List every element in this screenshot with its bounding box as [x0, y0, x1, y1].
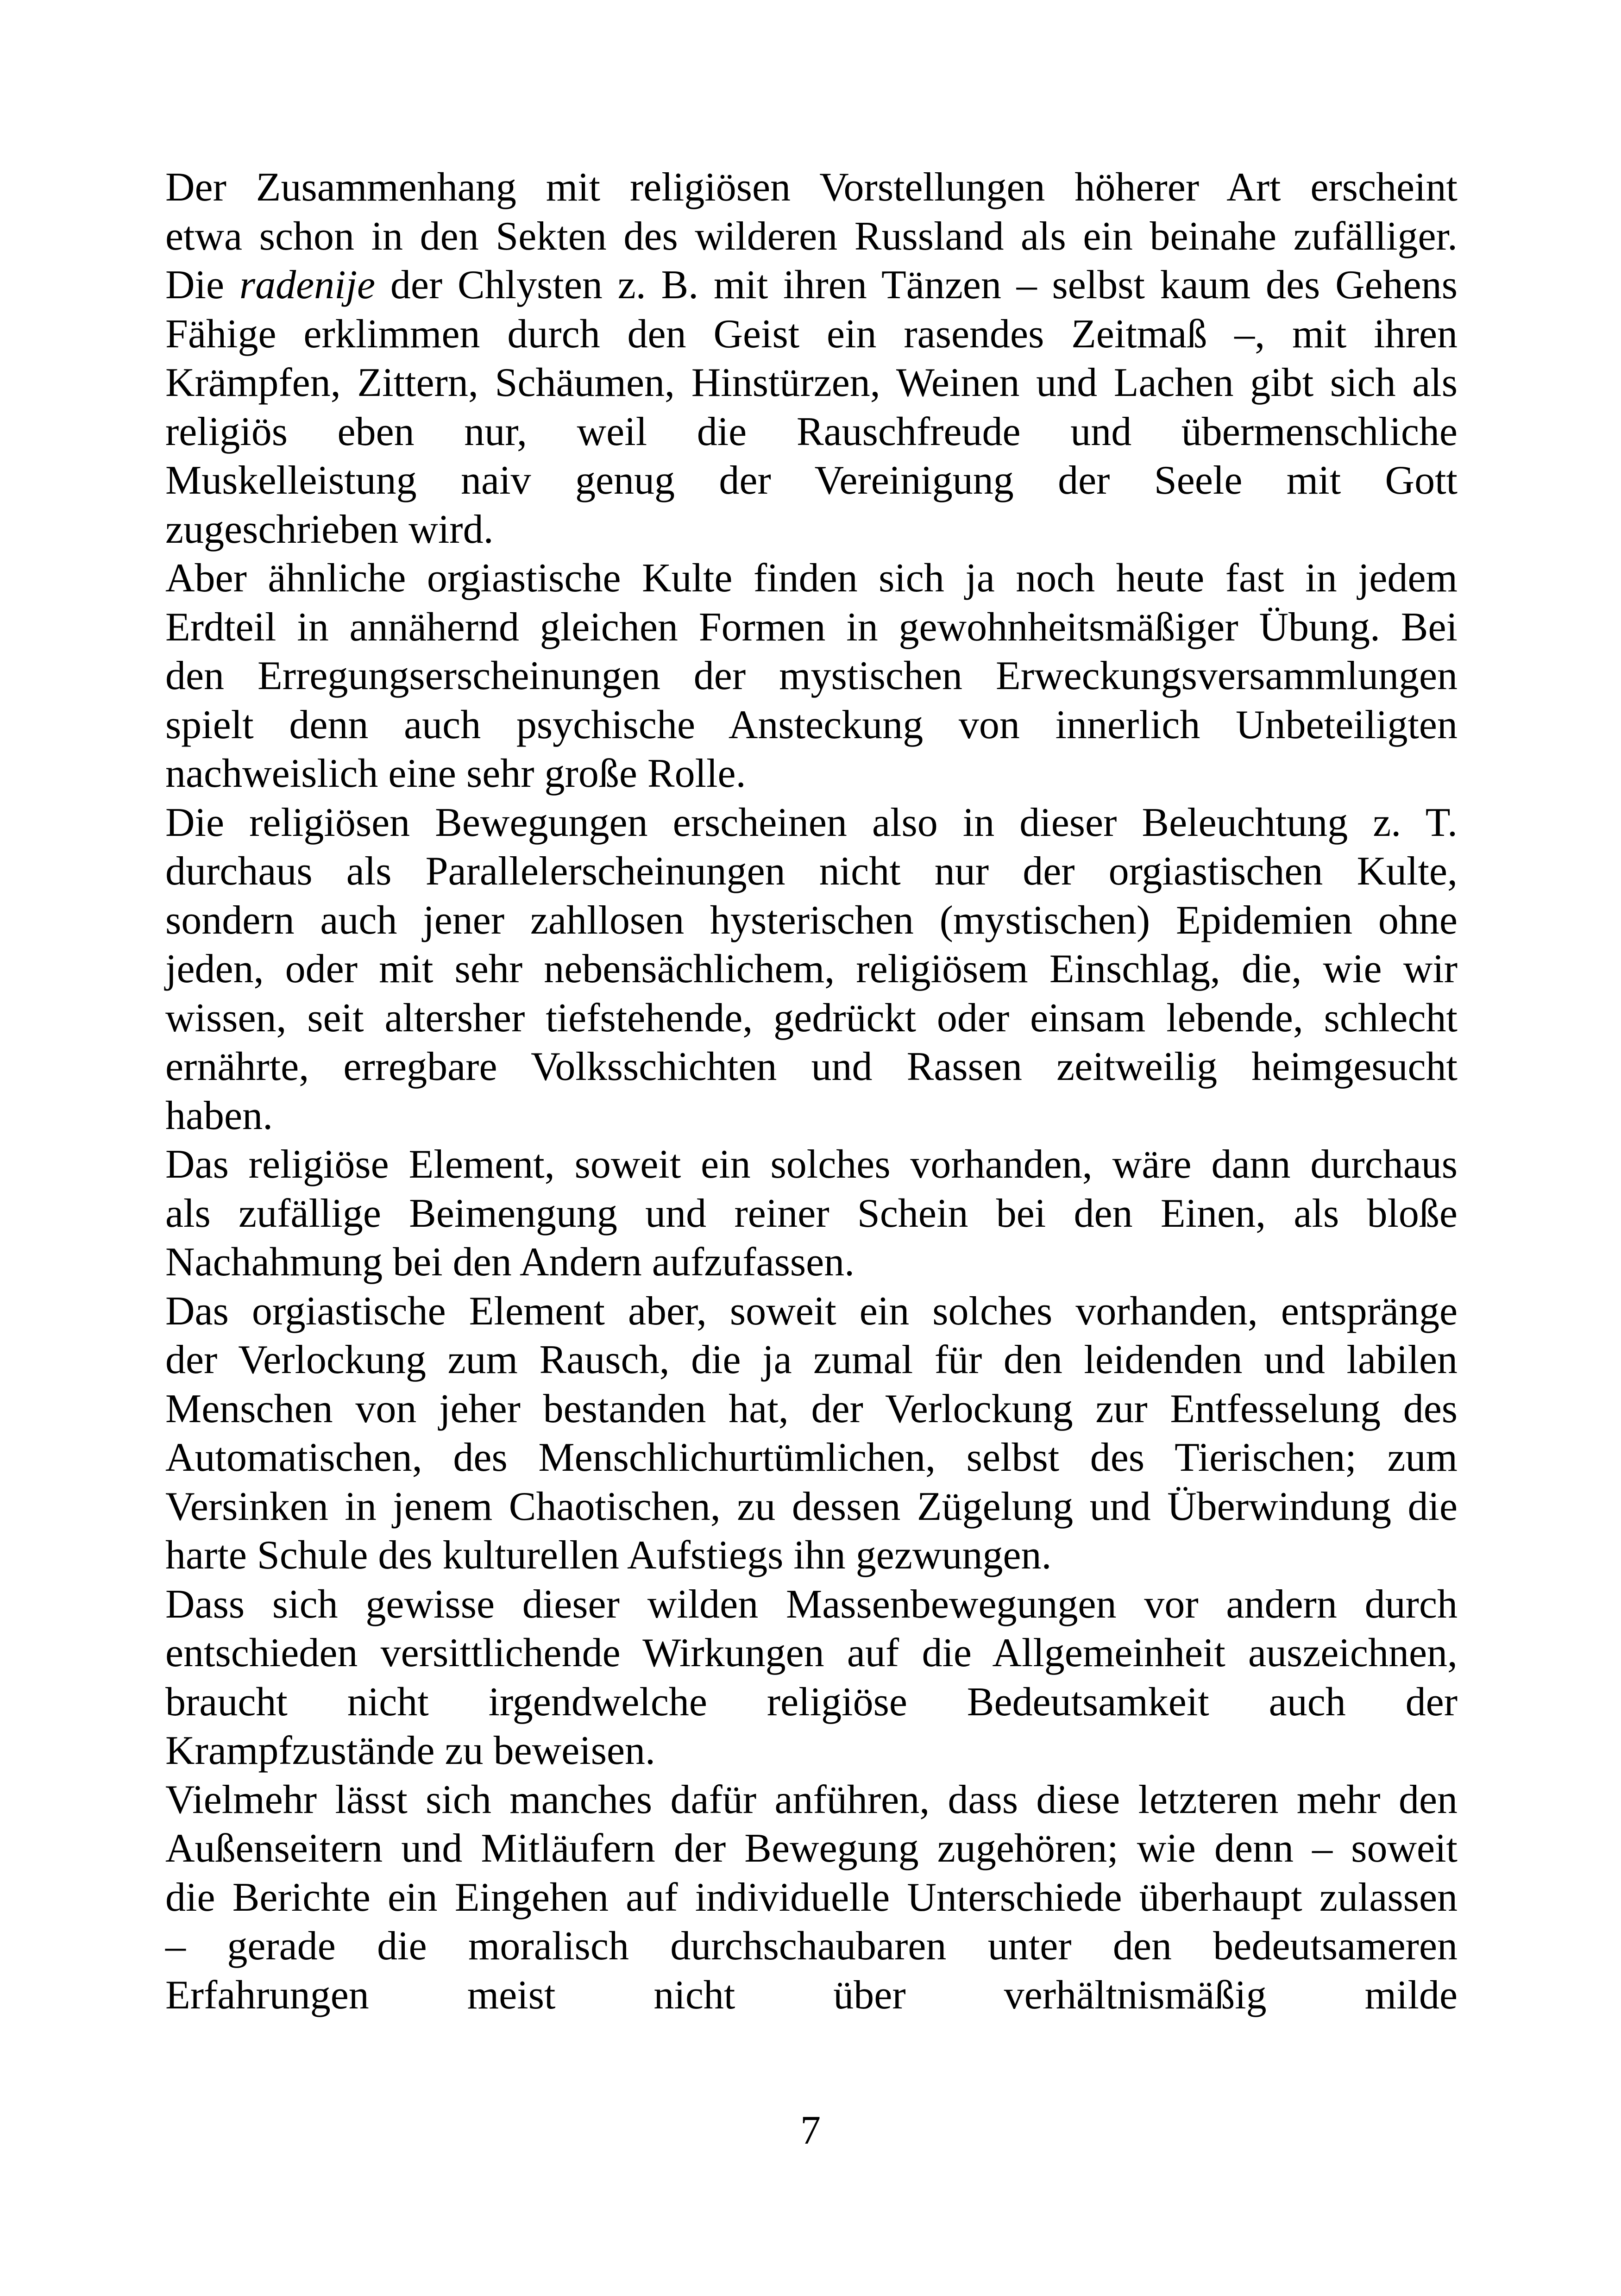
text-line: den Erregungserscheinungen der mystischen Erweckungsversammlungen: [165, 653, 1458, 698]
text-line: Versinken in jenem Chaotischen, zu dessen Zügelung und Überwindung die: [165, 1484, 1458, 1529]
text-line: spielt denn auch psychische Ansteckung von innerlich Unbeteiligten: [165, 702, 1458, 747]
paragraph: [165, 1140, 1458, 1287]
text-line: durchaus als Parallelerscheinungen nicht nur der orgiastischen Kulte,: [165, 849, 1458, 894]
text-line: entschieden versittlichende Wirkungen auf die Allgemeinheit auszeichnen,: [165, 1631, 1458, 1675]
text-line: Krämpfen, Zittern, Schäumen, Hinstürzen, Weinen und Lachen gibt sich als: [165, 360, 1458, 405]
paragraph: [165, 798, 1458, 1141]
text-line: der Verlockung zum Rausch, die ja zumal für den leidenden und labilen: [165, 1337, 1458, 1382]
page-number: 7: [800, 2108, 821, 2153]
text-line: religiös eben nur, weil die Rauschfreude und übermenschliche: [165, 409, 1458, 454]
paragraph: [165, 1580, 1458, 1775]
text-line: – gerade die moralisch durchschaubaren unter den bedeutsameren: [165, 1924, 1458, 1969]
paragraph: [165, 554, 1458, 798]
text-line: Menschen von jeher bestanden hat, der Verlockung zur Entfesselung des: [165, 1386, 1458, 1431]
text-line: Vielmehr lässt sich manches dafür anführen, dass diese letzteren mehr den: [165, 1777, 1458, 1822]
text-line: haben.: [165, 1093, 273, 1138]
text-line: Automatischen, des Menschlichurtümlichen, selbst des Tierischen; zum: [165, 1435, 1458, 1480]
text-line: Erfahrungen meist nicht über verhältnismäßig milde: [165, 1972, 1458, 2018]
text-line: [165, 261, 1458, 310]
text-line: Muskelleistung naiv genug der Vereinigung der Seele mit Gott: [165, 458, 1458, 503]
document-body: [165, 163, 1458, 2020]
text-line: jeden, oder mit sehr nebensächlichem, religiösem Einschlag, die, wie wir: [165, 947, 1458, 991]
text-line: zugeschrieben wird.: [165, 507, 494, 552]
text-line: Das orgiastische Element aber, soweit ein solches vorhanden, entspränge: [165, 1288, 1458, 1334]
text-line: Die religiösen Bewegungen erscheinen also in dieser Beleuchtung z. T.: [165, 800, 1458, 845]
text-line: Außenseitern und Mitläufern der Bewegung zugehören; wie denn – soweit: [165, 1826, 1458, 1871]
text-line: etwa schon in den Sekten des wilderen Russland als ein beinahe zufälliger.: [165, 213, 1458, 259]
text-line: nachweislich eine sehr große Rolle.: [165, 751, 746, 796]
text-line: Erdteil in annähernd gleichen Formen in gewohnheitsmäßiger Übung. Bei: [165, 604, 1458, 650]
text-line: ernährte, erregbare Volksschichten und Rassen zeitweilig heimgesucht: [165, 1044, 1458, 1089]
paragraph: [165, 1287, 1458, 1580]
text-line: die Berichte ein Eingehen auf individuelle Unterschiede überhaupt zulassen: [165, 1875, 1458, 1920]
text-line: harte Schule des kulturellen Aufstiegs ihn gezwungen.: [165, 1533, 1052, 1578]
italic-term: radenije: [239, 263, 376, 307]
text-line: Aber ähnliche orgiastische Kulte finden sich ja noch heute fast in jedem: [165, 556, 1458, 601]
text-run: Die: [165, 263, 239, 307]
paragraph: [165, 1775, 1458, 2020]
text-line: als zufällige Beimengung und reiner Schein bei den Einen, als bloße: [165, 1191, 1458, 1236]
text-line: Dass sich gewisse dieser wilden Massenbewegungen vor andern durch: [165, 1581, 1458, 1627]
text-line: braucht nicht irgendwelche religiöse Bedeutsamkeit auch der: [165, 1679, 1458, 1725]
paragraph: [165, 163, 1458, 554]
text-line: Fähige erklimmen durch den Geist ein rasendes Zeitmaß –, mit ihren: [165, 311, 1458, 357]
text-line: Der Zusammenhang mit religiösen Vorstellungen höherer Art erscheint: [165, 165, 1458, 210]
text-line: Krampfzustände zu beweisen.: [165, 1728, 656, 1773]
text-line: sondern auch jener zahllosen hysterischen (mystischen) Epidemien ohne: [165, 897, 1458, 943]
text-line: Nachahmung bei den Andern aufzufassen.: [165, 1240, 855, 1285]
text-line: Das religiöse Element, soweit ein solches vorhanden, wäre dann durchaus: [165, 1142, 1458, 1187]
text-line: wissen, seit altersher tiefstehende, gedrückt oder einsam lebende, schlecht: [165, 995, 1458, 1041]
text-run: der Chlysten z. B. mit ihren Tänzen – selbst kaum des Gehens: [375, 263, 1458, 307]
